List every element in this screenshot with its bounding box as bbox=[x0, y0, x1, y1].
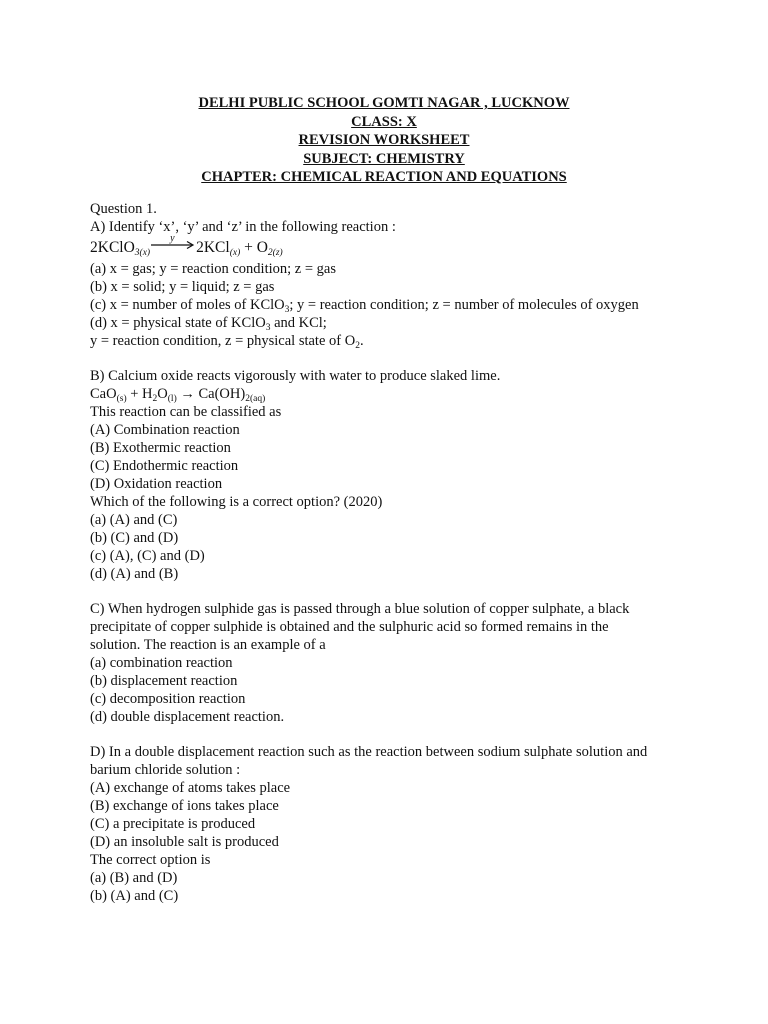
part-c-line: (b) displacement reaction bbox=[90, 673, 238, 689]
part-b-line: (b) (C) and (D) bbox=[90, 530, 179, 546]
part-b-line: (a) (A) and (C) bbox=[90, 512, 178, 528]
eq-b-sub1: (s) bbox=[116, 394, 127, 404]
reaction-arrow-icon bbox=[150, 233, 196, 253]
option-c bbox=[90, 296, 730, 314]
eq-b-o: O bbox=[157, 386, 168, 402]
question-heading: Question 1. bbox=[90, 201, 157, 217]
document-header bbox=[0, 94, 768, 187]
option-d2-text: y = reaction condition, z = physical state of O bbox=[90, 333, 356, 349]
part-b-stem: B) Calcium oxide reacts vigorously with water to produce slaked lime. bbox=[90, 368, 501, 384]
part-b-line: This reaction can be classified as bbox=[90, 404, 282, 420]
part-b-line: (A) Combination reaction bbox=[90, 422, 240, 438]
part-d-line: (D) an insoluble salt is produced bbox=[90, 834, 279, 850]
part-d-line: barium chloride solution : bbox=[90, 762, 241, 778]
part-c-line: solution. The reaction is an example of a bbox=[90, 637, 326, 653]
part-b-line: (d) (A) and (B) bbox=[90, 566, 179, 582]
option-a: (a) x = gas; y = reaction condition; z = gas bbox=[90, 261, 336, 277]
option-d bbox=[90, 314, 730, 332]
eq-reactant: 2KClO bbox=[90, 239, 135, 256]
eq-b-sub4: 2(aq) bbox=[245, 394, 266, 404]
option-c-text: (c) x = number of moles of KClO bbox=[90, 297, 285, 313]
option-d2-text-end: . bbox=[359, 333, 364, 349]
part-d-line: (A) exchange of atoms takes place bbox=[90, 780, 291, 796]
subject-label: SUBJECT: CHEMISTRY bbox=[303, 150, 465, 167]
part-d-line: The correct option is bbox=[90, 852, 211, 868]
school-name: DELHI PUBLIC SCHOOL GOMTI NAGAR , LUCKNOW bbox=[198, 95, 570, 111]
eq-b-sub2: 2 bbox=[152, 394, 158, 404]
part-c-line: (a) combination reaction bbox=[90, 655, 233, 671]
part-c-line: C) When hydrogen sulphide gas is passed through a blue solution of copper sulphate, a black bbox=[90, 601, 630, 617]
part-c-line: (d) double displacement reaction. bbox=[90, 709, 285, 725]
part-b-line: (D) Oxidation reaction bbox=[90, 476, 223, 492]
eq-b-cao: CaO bbox=[90, 386, 117, 402]
part-d-line: (b) (A) and (C) bbox=[90, 888, 179, 904]
part-b-line: (c) (A), (C) and (D) bbox=[90, 548, 205, 564]
eq-product1-sub: (x) bbox=[229, 248, 241, 258]
part-d-line: (a) (B) and (D) bbox=[90, 870, 178, 886]
part-a-stem: A) Identify ‘x’, ‘y’ and ‘z’ in the following reaction : bbox=[90, 219, 396, 235]
eq-reactant-sub: 3(x) bbox=[134, 248, 151, 258]
eq-b-sub3: (l) bbox=[167, 394, 177, 404]
eq-product1: 2KCl bbox=[196, 239, 230, 256]
option-d-text: (d) x = physical state of KClO bbox=[90, 315, 266, 331]
part-c-line: (c) decomposition reaction bbox=[90, 691, 246, 707]
worksheet-title: REVISION WORKSHEET bbox=[298, 132, 470, 148]
part-b-line: (C) Endothermic reaction bbox=[90, 458, 239, 474]
class-label: CLASS: X bbox=[351, 113, 417, 130]
chapter-label: CHAPTER: CHEMICAL REACTION AND EQUATIONS bbox=[201, 169, 567, 185]
part-d-line: D) In a double displacement reaction such as the reaction between sodium sulphate solution and bbox=[90, 744, 648, 760]
eq-plus-product2: + O bbox=[240, 239, 268, 256]
option-b: (b) x = solid; y = liquid; z = gas bbox=[90, 279, 275, 295]
option-d2-sub: 2 bbox=[355, 341, 360, 351]
option-c-text-end: ; y = reaction condition; z = number of molecules of oxygen bbox=[289, 297, 639, 313]
option-d-sub: 3 bbox=[265, 323, 271, 333]
option-d-text-end: and KCl; bbox=[270, 315, 327, 331]
part-b-equation bbox=[90, 385, 730, 403]
option-c-sub: 3 bbox=[284, 305, 290, 315]
option-d-continued bbox=[90, 332, 730, 350]
part-d-line: (C) a precipitate is produced bbox=[90, 816, 256, 832]
eq-b-product: → Ca(OH) bbox=[176, 386, 246, 402]
eq-product2-sub: 2(z) bbox=[267, 248, 283, 258]
part-b-line: (B) Exothermic reaction bbox=[90, 440, 231, 456]
eq-b-h: + H bbox=[126, 386, 153, 402]
part-c-line: precipitate of copper sulphide is obtained and the sulphuric acid so formed remains in the bbox=[90, 619, 609, 635]
part-a-equation bbox=[90, 233, 730, 260]
part-d-line: (B) exchange of ions takes place bbox=[90, 798, 279, 814]
question-content bbox=[90, 200, 730, 905]
part-b-line: Which of the following is a correct option? (2020) bbox=[90, 494, 383, 510]
arrow-label: y bbox=[170, 233, 175, 244]
